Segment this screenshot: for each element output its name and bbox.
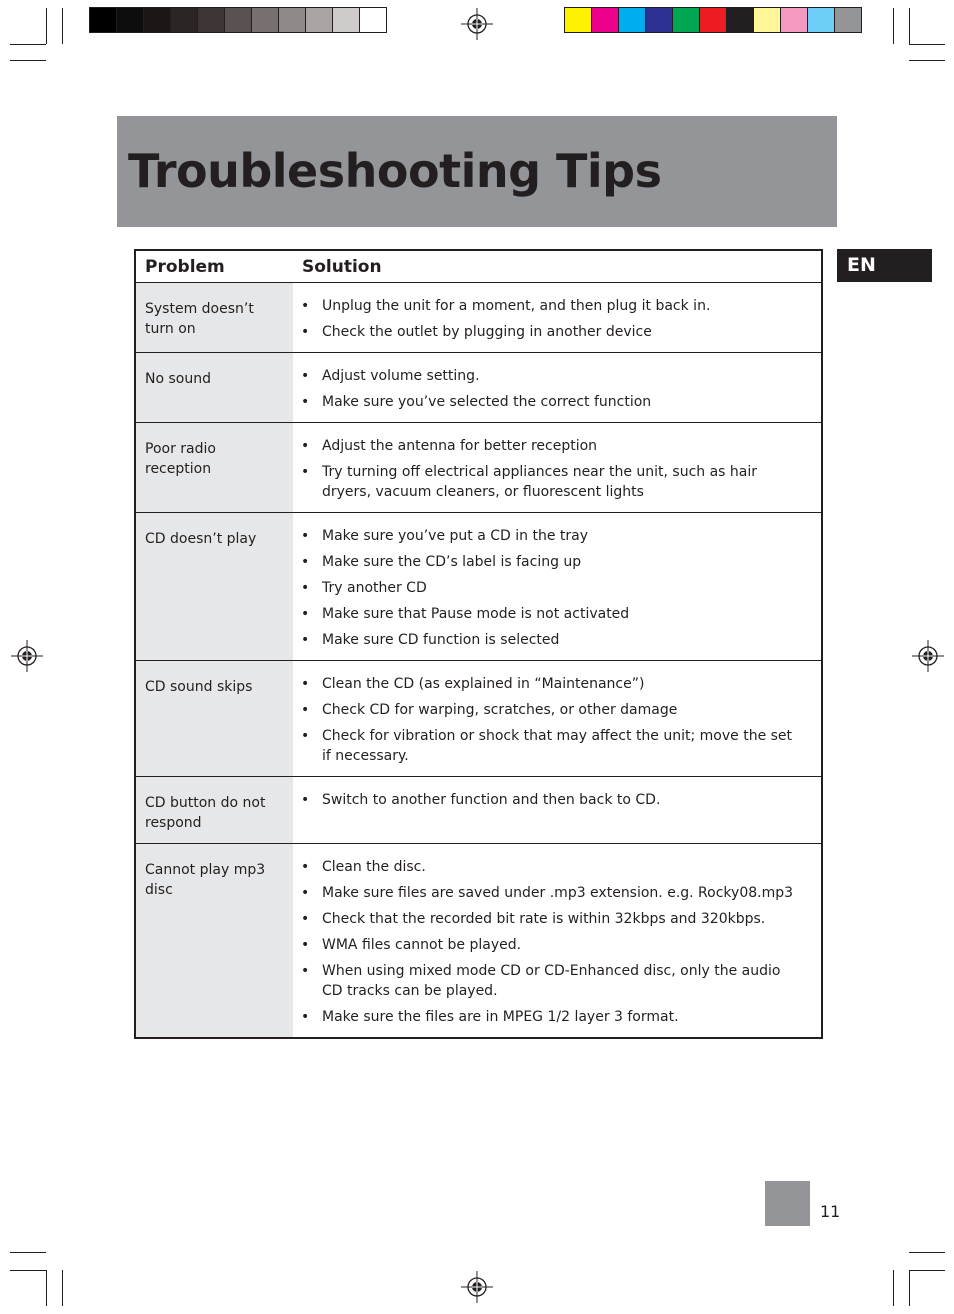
problem-cell: System doesn’t turn on xyxy=(135,283,293,353)
solution-list xyxy=(301,366,801,412)
solution-column-header: Solution xyxy=(293,250,822,283)
crop-mark xyxy=(909,60,945,61)
color-swatch xyxy=(835,8,861,32)
solution-item: • Adjust volume setting. xyxy=(301,366,801,386)
crop-mark xyxy=(10,1270,46,1271)
solution-item: • Try turning off electrical appliances near the unit, such as hair dryers, vacuum cleaners, or fluorescent lights xyxy=(301,462,801,502)
solution-item: • When using mixed mode CD or CD-Enhanced disc, only the audio CD tracks can be played. xyxy=(301,961,801,1001)
color-swatch xyxy=(727,8,754,32)
troubleshooting-table xyxy=(134,249,823,1039)
color-swatch xyxy=(700,8,727,32)
color-swatch xyxy=(781,8,808,32)
solution-item: • Check for vibration or shock that may affect the unit; move the set if necessary. xyxy=(301,726,801,766)
problem-cell: CD sound skips xyxy=(135,661,293,777)
solution-item: • Make sure you’ve selected the correct function xyxy=(301,392,801,412)
registration-mark-icon xyxy=(11,640,43,672)
solution-item: • Check the outlet by plugging in another device xyxy=(301,322,801,342)
crop-mark xyxy=(10,1252,46,1253)
table-row xyxy=(135,283,822,353)
solution-item: • WMA files cannot be played. xyxy=(301,935,801,955)
crop-mark xyxy=(893,8,894,44)
table-row xyxy=(135,844,822,1039)
solution-item: • Make sure CD function is selected xyxy=(301,630,801,650)
crop-mark xyxy=(909,44,945,45)
title-banner xyxy=(117,116,837,227)
process-color-bar xyxy=(564,7,862,33)
color-swatch xyxy=(673,8,700,32)
page-title: Troubleshooting Tips xyxy=(128,144,662,198)
color-swatch xyxy=(646,8,673,32)
solution-item: • Check CD for warping, scratches, or other damage xyxy=(301,700,801,720)
page-number: 11 xyxy=(820,1202,841,1221)
color-swatch xyxy=(171,8,198,32)
solution-item: • Make sure that Pause mode is not activated xyxy=(301,604,801,624)
solution-item: • Make sure the files are in MPEG 1/2 layer 3 format. xyxy=(301,1007,801,1027)
crop-mark xyxy=(62,1270,63,1306)
color-swatch xyxy=(225,8,252,32)
crop-mark xyxy=(909,8,910,44)
problem-cell: No sound xyxy=(135,353,293,423)
solution-list xyxy=(301,674,801,766)
solution-item: • Clean the CD (as explained in “Maintenance”) xyxy=(301,674,801,694)
solution-item: • Switch to another function and then back to CD. xyxy=(301,790,801,810)
solution-cell xyxy=(293,844,822,1039)
problem-cell: Cannot play mp3 disc xyxy=(135,844,293,1039)
problem-cell: CD doesn’t play xyxy=(135,513,293,661)
solution-list xyxy=(301,296,801,342)
color-swatch xyxy=(117,8,144,32)
color-swatch xyxy=(619,8,646,32)
crop-mark xyxy=(909,1252,945,1253)
problem-column-header: Problem xyxy=(135,250,293,283)
color-swatch xyxy=(754,8,781,32)
registration-mark-icon xyxy=(461,1271,493,1303)
crop-mark xyxy=(46,1270,47,1306)
table-row xyxy=(135,353,822,423)
solution-list xyxy=(301,526,801,650)
crop-mark xyxy=(909,1270,910,1306)
color-swatch xyxy=(333,8,360,32)
color-swatch xyxy=(592,8,619,32)
crop-mark xyxy=(10,44,46,45)
language-tab: EN xyxy=(837,249,932,282)
solution-cell xyxy=(293,423,822,513)
table-header-row xyxy=(135,250,822,283)
color-swatch xyxy=(306,8,333,32)
registration-mark-icon xyxy=(461,8,493,40)
problem-cell: CD button do not respond xyxy=(135,777,293,844)
solution-list xyxy=(301,790,801,810)
color-swatch xyxy=(144,8,171,32)
problem-cell: Poor radio reception xyxy=(135,423,293,513)
crop-mark xyxy=(10,60,46,61)
solution-cell xyxy=(293,283,822,353)
color-swatch xyxy=(565,8,592,32)
solution-list xyxy=(301,436,801,502)
solution-item: • Check that the recorded bit rate is within 32kbps and 320kbps. xyxy=(301,909,801,929)
solution-cell xyxy=(293,661,822,777)
crop-mark xyxy=(909,1270,945,1271)
crop-mark xyxy=(62,8,63,44)
color-swatch xyxy=(252,8,279,32)
solution-item: • Make sure the CD’s label is facing up xyxy=(301,552,801,572)
color-swatch xyxy=(808,8,835,32)
solution-cell xyxy=(293,353,822,423)
registration-mark-icon xyxy=(912,640,944,672)
table-row xyxy=(135,661,822,777)
table-row xyxy=(135,513,822,661)
table-row xyxy=(135,423,822,513)
grayscale-color-bar xyxy=(89,7,387,33)
solution-item: • Make sure files are saved under .mp3 extension. e.g. Rocky08.mp3 xyxy=(301,883,801,903)
crop-mark xyxy=(893,1270,894,1306)
crop-mark xyxy=(46,8,47,44)
solution-item: • Try another CD xyxy=(301,578,801,598)
table-row xyxy=(135,777,822,844)
solution-item: • Make sure you’ve put a CD in the tray xyxy=(301,526,801,546)
solution-item: • Adjust the antenna for better reception xyxy=(301,436,801,456)
solution-cell xyxy=(293,513,822,661)
color-swatch xyxy=(198,8,225,32)
color-swatch xyxy=(90,8,117,32)
color-swatch xyxy=(360,8,386,32)
solution-cell xyxy=(293,777,822,844)
page-number-box xyxy=(765,1181,810,1226)
color-swatch xyxy=(279,8,306,32)
solution-list xyxy=(301,857,801,1027)
solution-item: • Unplug the unit for a moment, and then plug it back in. xyxy=(301,296,801,316)
solution-item: • Clean the disc. xyxy=(301,857,801,877)
